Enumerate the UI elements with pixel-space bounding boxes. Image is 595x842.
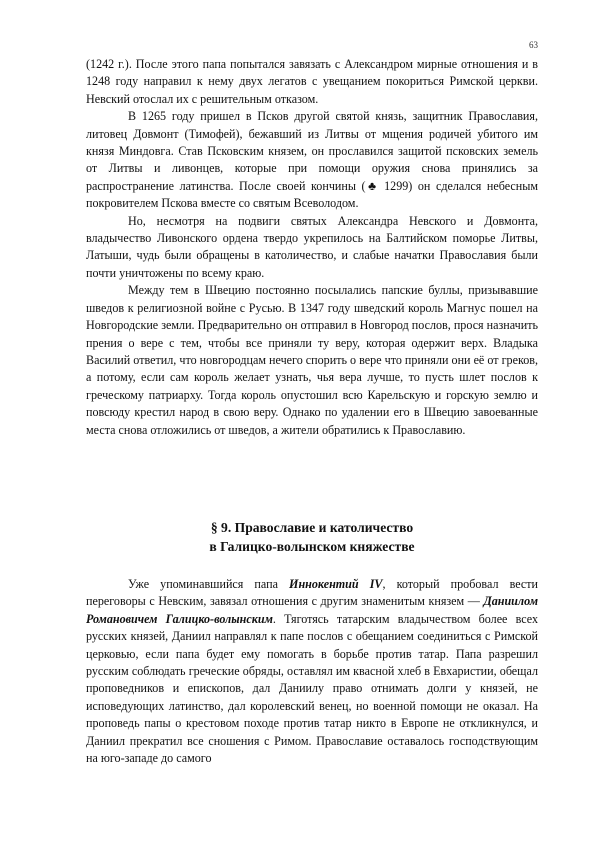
paragraph: В 1265 году пришел в Псков другой святой князь, защитник Православия, литовец Довмонт (Тимофей), бежавший из Литвы от мщения родичей убитого им князя Миндовга. Став Псковским князем, он прославился защитой псковских земель от Литвы и ливонцев, которые при помощи оружия снова принялись за распространение латинства. После своей кончины (♣ 1299) он сделался небесным покровителем Пскова вместе со святым Всеволодом. <box>86 109 538 211</box>
section-heading-line-1: § 9. Православие и католичество <box>210 520 414 535</box>
body-text-block <box>86 56 538 439</box>
section-paragraph <box>86 576 538 767</box>
section-heading-line-2: в Галицко-волынском княжестве <box>209 539 415 554</box>
page-number: 63 <box>529 40 538 50</box>
paragraph: (1242 г.). После этого папа попытался завязать с Александром мирные отношения и в 1248 году направил к нему двух легатов с увещанием покориться Римской церкви. Невский отослал их с решительным отказом. <box>86 57 538 106</box>
text-run: , который пробовал вести переговоры с Невским, завязал отношения с другим знаменитым князем — <box>86 577 538 609</box>
text-run: . Тяготясь татарским владычеством более всех русских князей, Даниил направлял к папе послов с обещанием соединиться с Римской церковью, если папа будет ему помогать в борьбе против татар. Папа разрешил русским соблюдать греческие обряды, оставлял им квасной хлеб в Евхаристии, обещал проповедников и епископов, дал Даниилу право отнимать долги у князей, не исповедующих латинство, дал королевский венец, но военной помощи не оказал. На проповедь папы о крестовом походе против татар никто в Европе не откликнулся, и Даниил прекратил все сношения с Римом. Православие оставалось господствующим на юго-западе до самого <box>86 611 538 766</box>
paragraph: Между тем в Швецию постоянно посылались папские буллы, призывавшие шведов к религиозной войне с Русью. В 1347 году шведский король Магнус пошел на Новгородские земли. Предварительно он отправил в Новгород послов, прося назначить прения о вере с тем, чтобы все приняли ту веру, которая одержит верх. Владыка Василий ответил, что новгородцам нечего спорить о вере что приняли они её от греков, а потому, если сам король желает узнать, чья вера лучше, то пусть шлет послов к греческому патриарху. Тогда король опустошил всю Карельскую и горскую землю и повсюду крестил народ в свою веру. Однако по удалении его в Швецию завоеванные места снова отложились от шведов, а жители обратились к Православию. <box>86 283 538 437</box>
emphasized-name: Даниилом Романовичем Галицко-волынским <box>86 594 538 626</box>
paragraph: Но, несмотря на подвиги святых Александра Невского и Довмонта, владычество Ливонского ордена твердо укрепилось на Балтийском поморье Литвы, Латыши, чудь были обращены в католичество, и слабые начатки Православия были почти уничтожены по всему краю. <box>86 213 538 280</box>
section-body-text <box>86 576 538 767</box>
text-run: Уже упоминавшийся папа <box>128 577 290 591</box>
emphasized-name: Иннокентий IV <box>289 577 383 591</box>
section-heading <box>86 518 538 556</box>
